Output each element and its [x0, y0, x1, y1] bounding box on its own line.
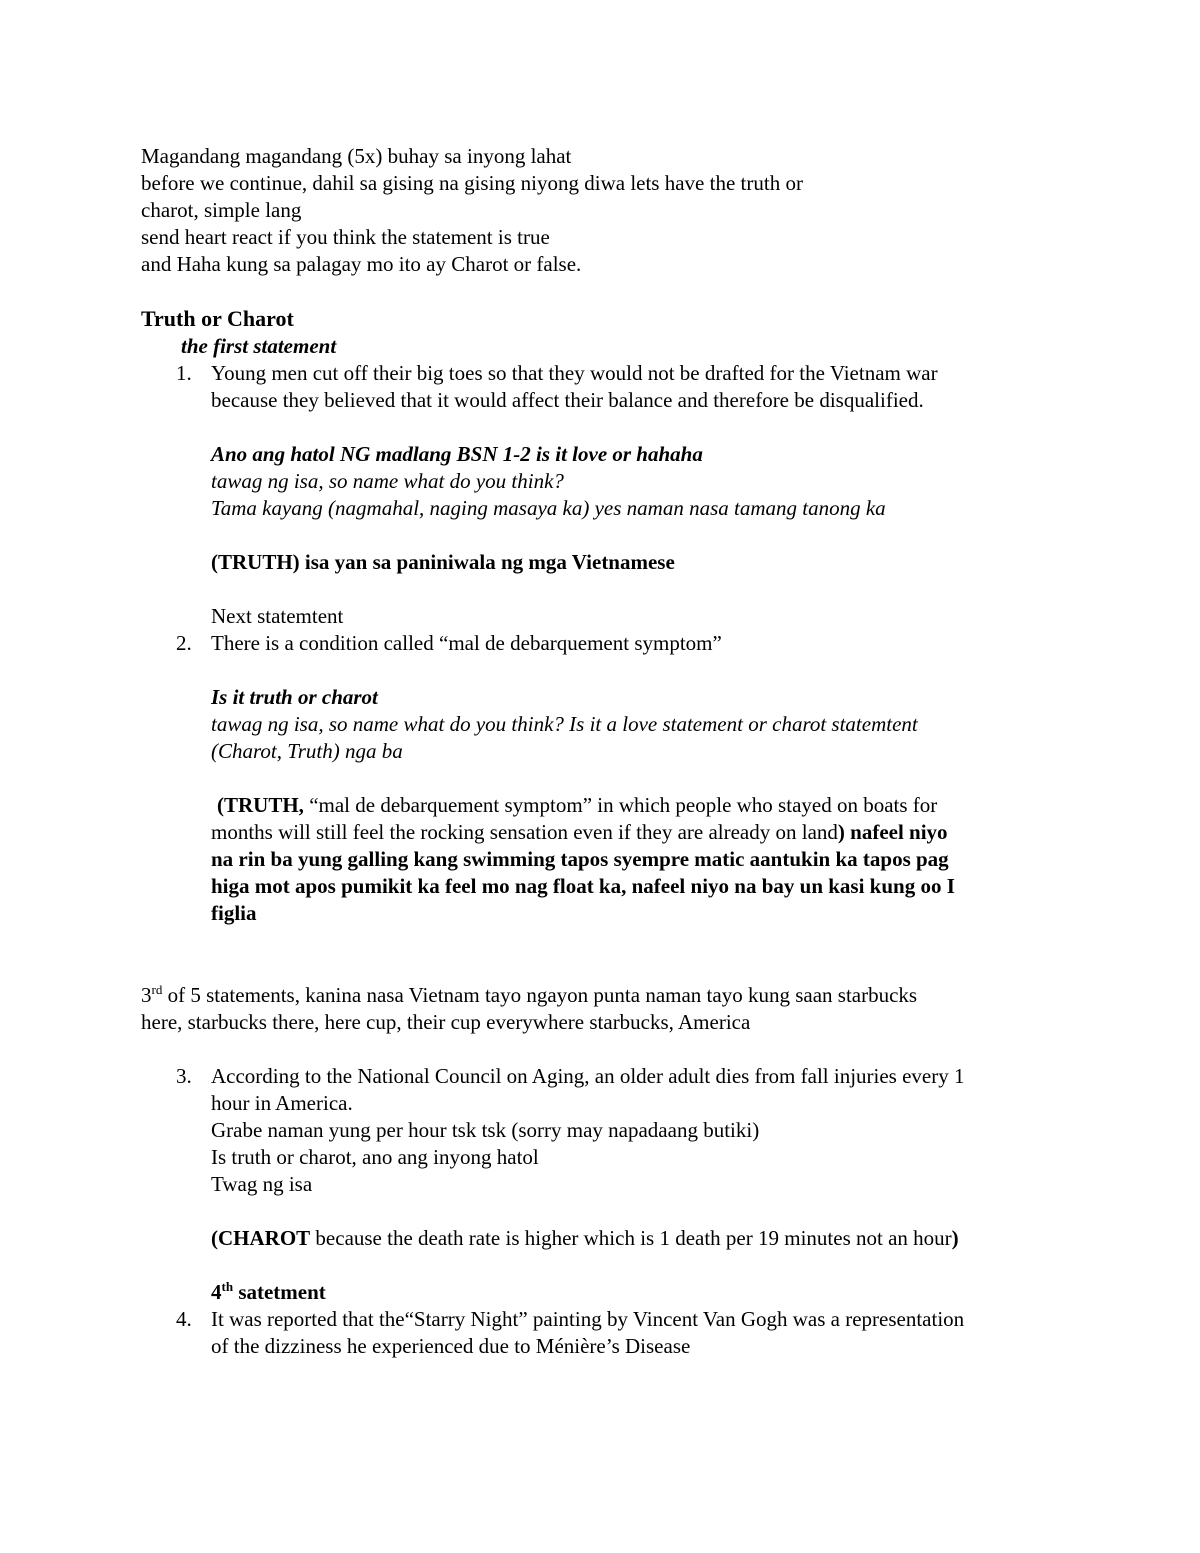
- intro-line: and Haha kung sa palagay mo ito ay Charot or false.: [141, 252, 582, 276]
- prompt-text: tawag ng isa, so name what do you think?: [211, 469, 564, 493]
- question-heading: Is it truth or charot: [211, 685, 378, 709]
- prompt-text: tawag ng isa, so name what do you think? Is it a love statement or charot statemtent: [211, 712, 918, 736]
- fourth-statement-label: [211, 1279, 326, 1306]
- answer-label: (CHAROT: [211, 1226, 311, 1250]
- third-intro-text: of 5 statements, kanina nasa Vietnam tayo ngayon punta naman tayo kung saan starbucks: [162, 983, 918, 1007]
- answer-line: [211, 1225, 959, 1252]
- section-title: Truth or Charot: [141, 306, 294, 331]
- answer-label: (TRUTH,: [217, 793, 304, 817]
- prompt-text: Twag ng isa: [211, 1172, 313, 1196]
- third-intro-line: here, starbucks there, here cup, their cup everywhere starbucks, America: [141, 1010, 751, 1034]
- answer-text: months will still feel the rocking sensation even if they are already on land: [211, 820, 838, 844]
- ordinal-number: 4: [211, 1280, 222, 1304]
- next-statement-text: Next statemtent: [211, 604, 344, 628]
- statement-text: According to the National Council on Aging, an older adult dies from fall injuries every 1: [211, 1064, 965, 1088]
- answer-line: [211, 819, 948, 846]
- statement-text: Young men cut off their big toes so that they would not be drafted for the Vietnam war: [211, 361, 938, 385]
- statement-text: hour in America.: [211, 1091, 353, 1115]
- first-statement-label: the first statement: [181, 334, 337, 358]
- statement-text: There is a condition called “mal de debarquement symptom”: [211, 631, 722, 655]
- answer-text: (TRUTH) isa yan sa paniniwala ng mga Vietnamese: [211, 550, 675, 574]
- prompt-text: Tama kayang (nagmahal, naging masaya ka) yes naman nasa tamang tanong ka: [211, 496, 886, 520]
- item-number: 1.: [176, 361, 192, 385]
- prompt-text: Grabe naman yung per hour tsk tsk (sorry may napadaang butiki): [211, 1118, 760, 1142]
- item-number: 3.: [176, 1064, 192, 1088]
- fourth-label-text: satetment: [233, 1280, 326, 1304]
- intro-line: send heart react if you think the statement is true: [141, 225, 550, 249]
- statement-text: It was reported that the“Starry Night” painting by Vincent Van Gogh was a representation: [211, 1307, 965, 1331]
- answer-text-bold: ) nafeel niyo: [837, 820, 948, 844]
- ordinal-suffix: th: [221, 1279, 234, 1294]
- answer-line: figlia: [211, 901, 257, 925]
- intro-line: Magandang magandang (5x) buhay sa inyong lahat: [141, 144, 572, 168]
- ordinal-number: 3: [141, 983, 152, 1007]
- intro-line: charot, simple lang: [141, 198, 302, 222]
- answer-line: na rin ba yung galling kang swimming tapos syempre matic aantukin ka tapos pag: [211, 847, 949, 871]
- item-number: 2.: [176, 631, 192, 655]
- intro-line: before we continue, dahil sa gising na gising niyong diwa lets have the truth or: [141, 171, 803, 195]
- statement-text: because they believed that it would affect their balance and therefore be disqualified.: [211, 388, 924, 412]
- question-heading: Ano ang hatol NG madlang BSN 1-2 is it love or hahaha: [211, 442, 703, 466]
- answer-close: ): [951, 1226, 959, 1250]
- ordinal-suffix: rd: [151, 982, 163, 997]
- third-intro-line: [141, 982, 917, 1009]
- answer-text: because the death rate is higher which is 1 death per 19 minutes not an hour: [310, 1226, 952, 1250]
- prompt-text: (Charot, Truth) nga ba: [211, 739, 403, 763]
- prompt-text: Is truth or charot, ano ang inyong hatol: [211, 1145, 539, 1169]
- answer-line: [217, 792, 937, 819]
- answer-text: “mal de debarquement symptom” in which people who stayed on boats for: [303, 793, 938, 817]
- statement-text: of the dizziness he experienced due to Ménière’s Disease: [211, 1334, 691, 1358]
- answer-line: higa mot apos pumikit ka feel mo nag float ka, nafeel niyo na bay un kasi kung oo I: [211, 874, 955, 898]
- item-number: 4.: [176, 1307, 192, 1331]
